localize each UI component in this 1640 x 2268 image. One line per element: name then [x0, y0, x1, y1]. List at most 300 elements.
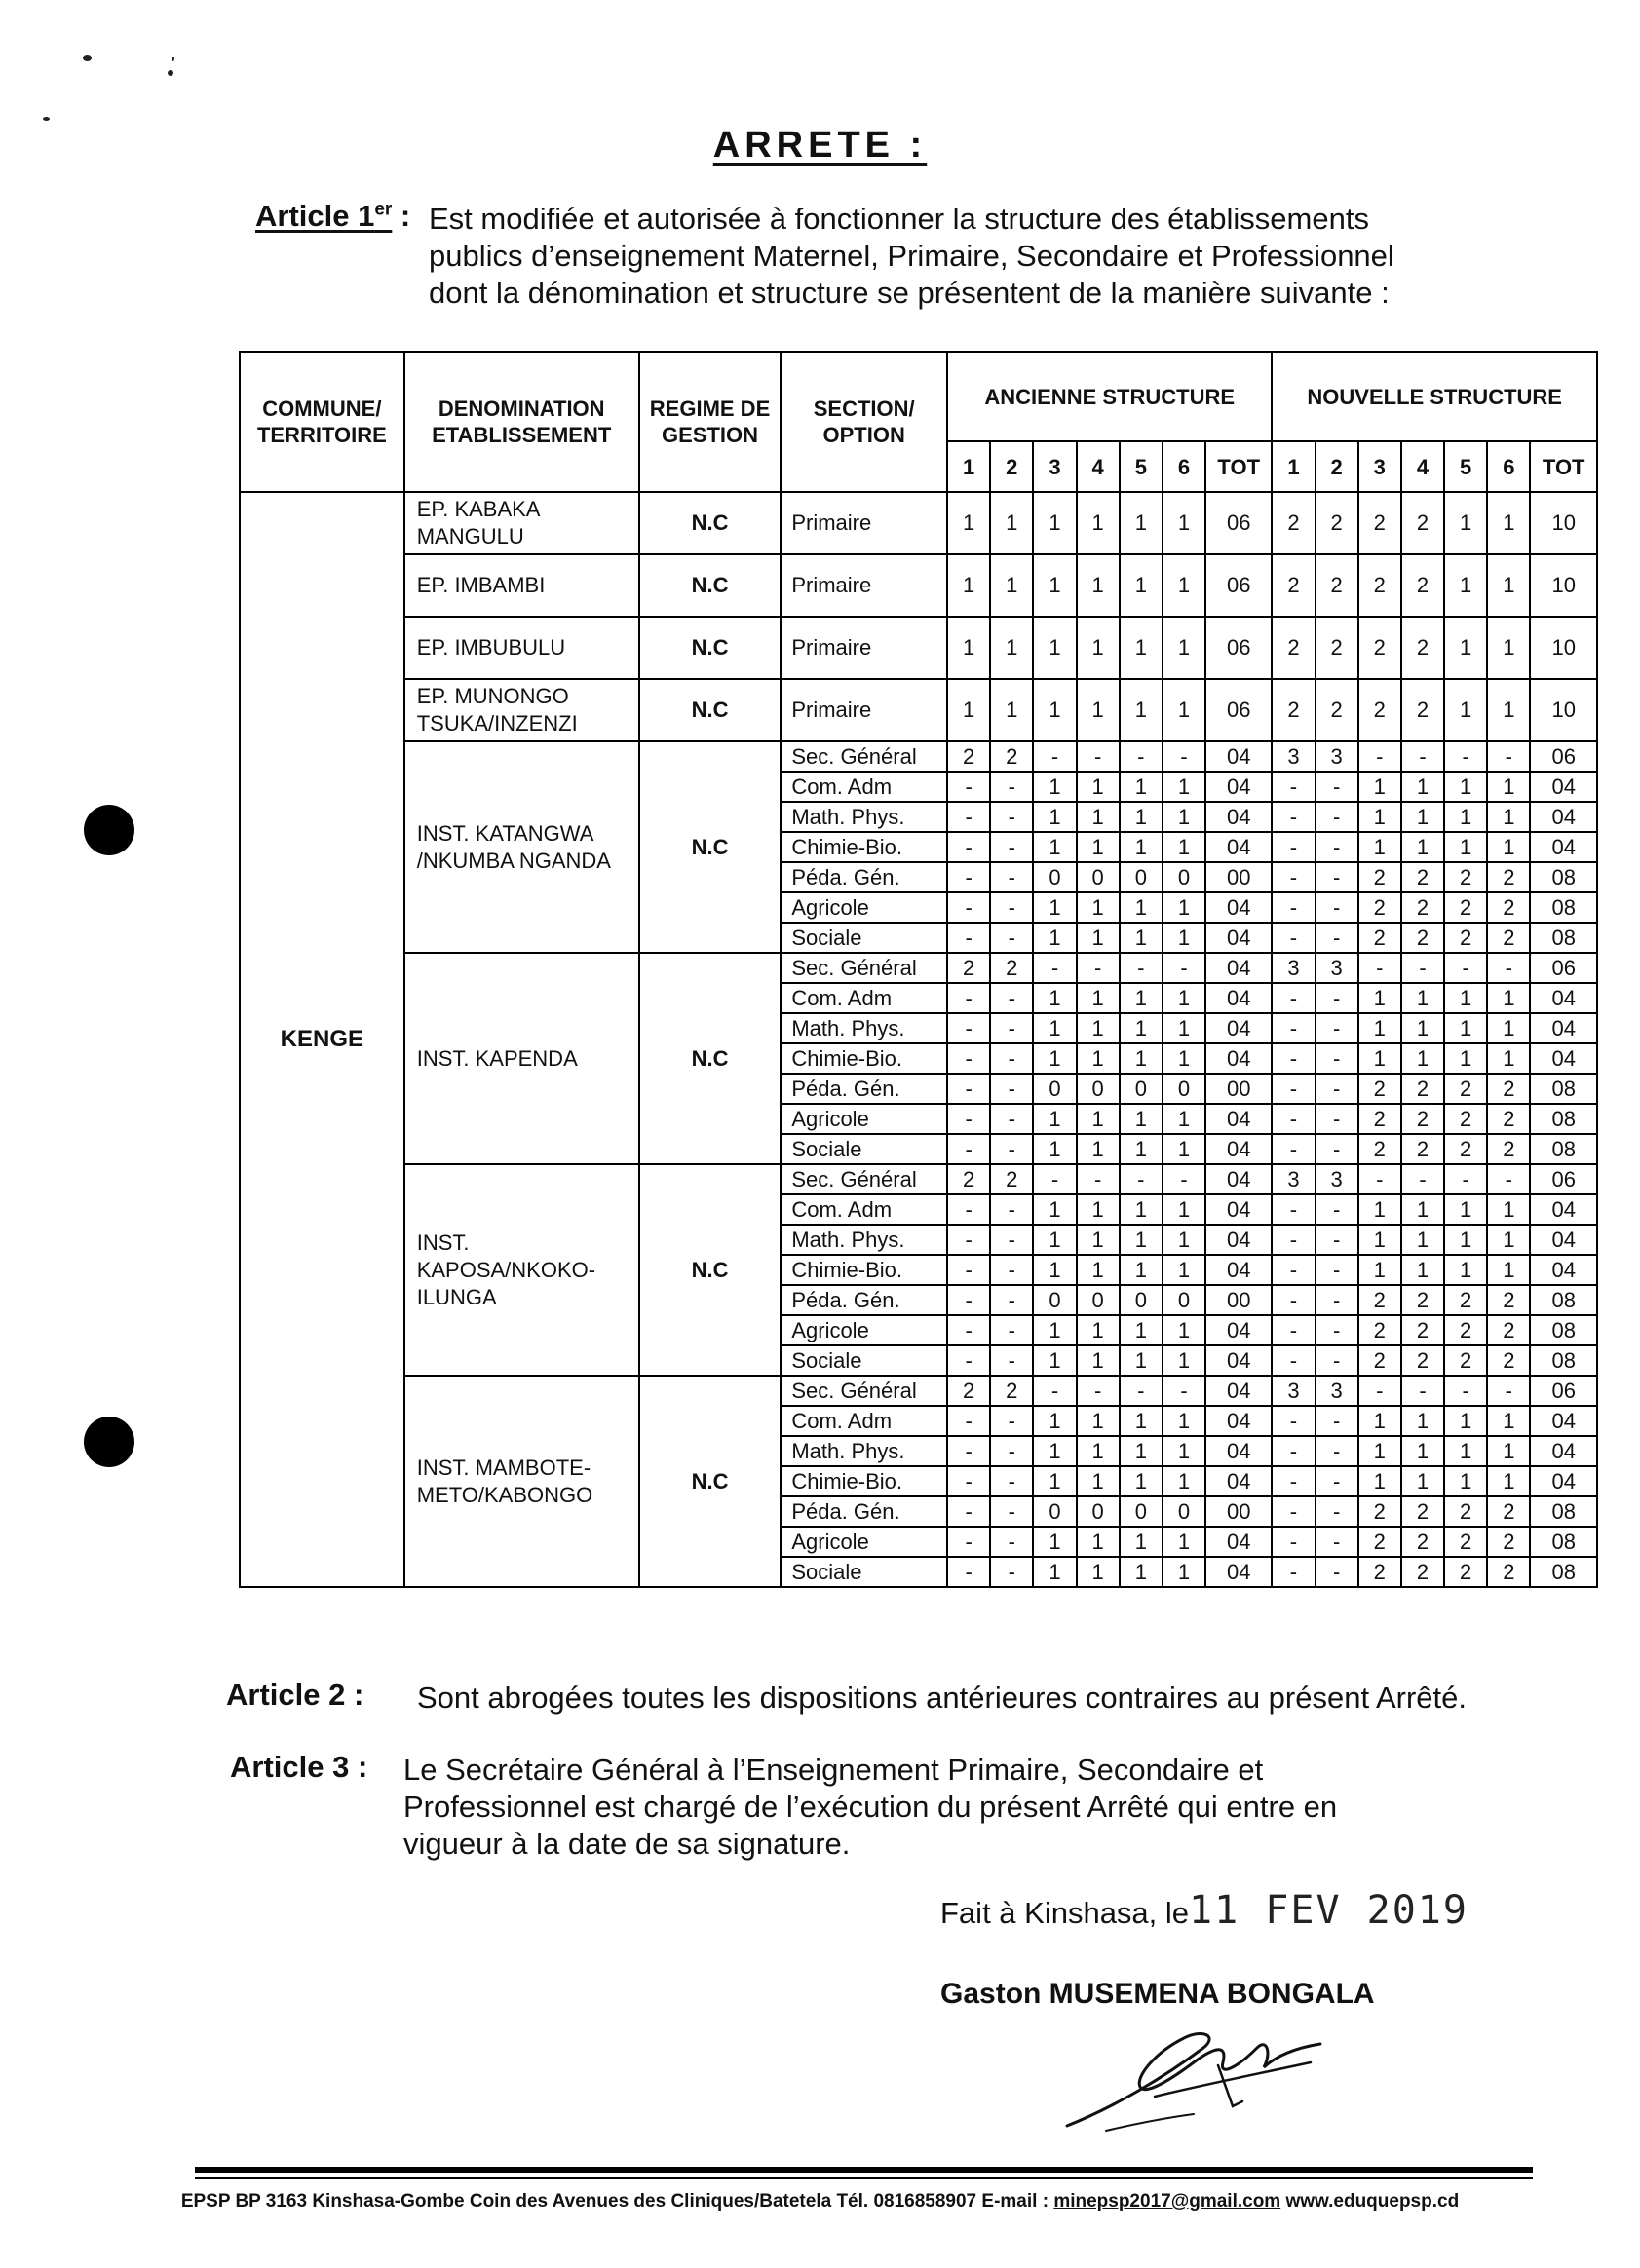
new-year-6-cell: 1 — [1487, 802, 1530, 832]
old-year-1-cell: - — [947, 1225, 990, 1255]
old-year-6-cell: 1 — [1163, 617, 1205, 679]
school-name-cell: EP. IMBUBULU — [404, 617, 639, 679]
new-year-1-cell: - — [1272, 1074, 1315, 1104]
new-year-3-cell: 1 — [1358, 1043, 1401, 1074]
new-year-6-cell: 2 — [1487, 1496, 1530, 1527]
old-year-3-cell: 1 — [1033, 772, 1076, 802]
new-total-cell: 08 — [1530, 862, 1597, 892]
new-total-cell: 06 — [1530, 741, 1597, 772]
option-cell: Sociale — [781, 923, 947, 953]
old-year-2-cell: - — [990, 1406, 1033, 1436]
old-year-1-cell: - — [947, 862, 990, 892]
new-year-5-cell: 1 — [1444, 554, 1487, 617]
new-total-cell: 04 — [1530, 1194, 1597, 1225]
new-year-4-cell: - — [1401, 1376, 1444, 1406]
footer-rule — [195, 2177, 1533, 2179]
old-year-1-cell: - — [947, 1496, 990, 1527]
old-year-5-cell: 0 — [1120, 862, 1163, 892]
new-year-3-cell: 2 — [1358, 554, 1401, 617]
new-year-2-cell: 3 — [1316, 953, 1358, 983]
old-year-3-cell: 1 — [1033, 617, 1076, 679]
new-year-4-cell: 1 — [1401, 1255, 1444, 1285]
old-year-3-cell: 1 — [1033, 892, 1076, 923]
new-year-1-cell: - — [1272, 1104, 1315, 1134]
old-year-1-cell: - — [947, 892, 990, 923]
new-year-2-cell: - — [1316, 1345, 1358, 1376]
regime-cell: N.C — [639, 554, 782, 617]
new-year-6-cell: 2 — [1487, 1345, 1530, 1376]
new-total-cell: 08 — [1530, 1557, 1597, 1587]
option-cell: Sociale — [781, 1345, 947, 1376]
old-year-3-cell: 1 — [1033, 1527, 1076, 1557]
old-year-4-cell: 1 — [1077, 1194, 1120, 1225]
new-year-1-cell: - — [1272, 1013, 1315, 1043]
new-year-6-cell: 1 — [1487, 1466, 1530, 1496]
old-total-cell: 00 — [1205, 1496, 1272, 1527]
option-cell: Math. Phys. — [781, 1013, 947, 1043]
old-year-4-cell: - — [1077, 953, 1120, 983]
old-total-cell: 04 — [1205, 1225, 1272, 1255]
header-year: 1 — [1272, 441, 1315, 492]
old-year-3-cell: 0 — [1033, 862, 1076, 892]
header-year: 5 — [1444, 441, 1487, 492]
old-year-6-cell: - — [1163, 1376, 1205, 1406]
old-year-2-cell: - — [990, 1466, 1033, 1496]
old-year-4-cell: 1 — [1077, 1557, 1120, 1587]
new-year-6-cell: 2 — [1487, 1104, 1530, 1134]
new-year-5-cell: 2 — [1444, 892, 1487, 923]
new-year-2-cell: 2 — [1316, 554, 1358, 617]
old-year-4-cell: 1 — [1077, 1013, 1120, 1043]
page-title: ARRETE : — [712, 125, 928, 166]
old-year-6-cell: 1 — [1163, 1134, 1205, 1164]
old-year-1-cell: - — [947, 1255, 990, 1285]
new-year-2-cell: - — [1316, 1225, 1358, 1255]
article-2-text: Sont abrogées toutes les dispositions antérieures contraires au présent Arrêté. — [417, 1681, 1468, 1715]
new-year-1-cell: - — [1272, 1043, 1315, 1074]
new-year-2-cell: - — [1316, 1496, 1358, 1527]
old-year-1-cell: - — [947, 1074, 990, 1104]
header-ancienne-structure: ANCIENNE STRUCTURE — [947, 352, 1272, 441]
new-year-2-cell: - — [1316, 862, 1358, 892]
old-year-2-cell: - — [990, 832, 1033, 862]
new-total-cell: 08 — [1530, 1527, 1597, 1557]
old-year-1-cell: - — [947, 1406, 990, 1436]
old-year-5-cell: 1 — [1120, 1345, 1163, 1376]
old-year-5-cell: 1 — [1120, 1436, 1163, 1466]
header-year: 2 — [1316, 441, 1358, 492]
article-2-label: Article 2 : — [226, 1678, 364, 1712]
option-cell: Sec. Général — [781, 741, 947, 772]
old-year-2-cell: 2 — [990, 1164, 1033, 1194]
old-year-2-cell: - — [990, 1527, 1033, 1557]
old-year-1-cell: 2 — [947, 953, 990, 983]
new-year-3-cell: 2 — [1358, 617, 1401, 679]
old-year-6-cell: 1 — [1163, 679, 1205, 741]
old-year-4-cell: 1 — [1077, 554, 1120, 617]
table-row — [240, 1376, 1597, 1406]
new-year-5-cell: 2 — [1444, 1074, 1487, 1104]
new-total-cell: 08 — [1530, 1285, 1597, 1315]
new-year-4-cell: 2 — [1401, 617, 1444, 679]
new-year-2-cell: 2 — [1316, 617, 1358, 679]
old-year-5-cell: 1 — [1120, 1134, 1163, 1164]
new-year-6-cell: 2 — [1487, 862, 1530, 892]
new-year-5-cell: 2 — [1444, 1527, 1487, 1557]
new-year-2-cell: - — [1316, 1043, 1358, 1074]
option-cell: Chimie-Bio. — [781, 1043, 947, 1074]
punch-hole — [84, 805, 134, 855]
old-year-3-cell: 1 — [1033, 923, 1076, 953]
old-year-3-cell: 0 — [1033, 1074, 1076, 1104]
old-year-4-cell: 1 — [1077, 1225, 1120, 1255]
new-year-4-cell: 1 — [1401, 832, 1444, 862]
new-year-5-cell: - — [1444, 1164, 1487, 1194]
old-year-6-cell: 1 — [1163, 983, 1205, 1013]
new-year-3-cell: 1 — [1358, 1466, 1401, 1496]
old-year-2-cell: - — [990, 862, 1033, 892]
new-total-cell: 08 — [1530, 923, 1597, 953]
old-year-6-cell: 1 — [1163, 554, 1205, 617]
old-year-3-cell: 1 — [1033, 983, 1076, 1013]
new-year-4-cell: 2 — [1401, 1285, 1444, 1315]
header-year: 3 — [1033, 441, 1076, 492]
new-year-3-cell: 2 — [1358, 679, 1401, 741]
new-year-2-cell: - — [1316, 1436, 1358, 1466]
new-total-cell: 08 — [1530, 892, 1597, 923]
old-year-3-cell: - — [1033, 1376, 1076, 1406]
new-year-6-cell: 1 — [1487, 1406, 1530, 1436]
new-year-3-cell: 2 — [1358, 1315, 1401, 1345]
new-total-cell: 04 — [1530, 1013, 1597, 1043]
new-year-5-cell: 1 — [1444, 1436, 1487, 1466]
new-total-cell: 08 — [1530, 1104, 1597, 1134]
old-year-4-cell: 0 — [1077, 1496, 1120, 1527]
article-1-text: Est modifiée et autorisée à fonctionner la structure des établissements publics d’enseignement Maternel, Primaire, Secondaire et Professionnel dont la dénomination et structure se présentent de la manière suivante : — [429, 202, 1394, 310]
old-year-6-cell: 1 — [1163, 1527, 1205, 1557]
new-year-6-cell: 1 — [1487, 1255, 1530, 1285]
old-year-5-cell: 1 — [1120, 923, 1163, 953]
old-year-5-cell: 1 — [1120, 554, 1163, 617]
new-year-3-cell: 1 — [1358, 772, 1401, 802]
new-year-3-cell: - — [1358, 1164, 1401, 1194]
header-denomination: DENOMINATION ETABLISSEMENT — [404, 352, 639, 492]
old-year-5-cell: 1 — [1120, 1466, 1163, 1496]
structure-table — [239, 351, 1598, 1588]
new-year-4-cell: 1 — [1401, 1013, 1444, 1043]
old-year-5-cell: 1 — [1120, 1043, 1163, 1074]
new-year-4-cell: 2 — [1401, 492, 1444, 554]
old-year-1-cell: - — [947, 1194, 990, 1225]
old-year-6-cell: 0 — [1163, 1074, 1205, 1104]
old-year-4-cell: 1 — [1077, 1134, 1120, 1164]
new-year-3-cell: 2 — [1358, 923, 1401, 953]
new-year-6-cell: 2 — [1487, 923, 1530, 953]
old-year-5-cell: 1 — [1120, 1527, 1163, 1557]
old-year-3-cell: 1 — [1033, 679, 1076, 741]
old-total-cell: 04 — [1205, 1527, 1272, 1557]
new-year-1-cell: 3 — [1272, 953, 1315, 983]
old-total-cell: 04 — [1205, 1104, 1272, 1134]
footer-contact: EPSP BP 3163 Kinshasa-Gombe Coin des Avenues des Cliniques/Batetela Tél. 0816858907 E-mail : minepsp2017@gmail.com www.eduquepsp.cd — [180, 2191, 1460, 2211]
old-year-6-cell: 1 — [1163, 1225, 1205, 1255]
old-year-5-cell: 1 — [1120, 802, 1163, 832]
new-year-4-cell: 1 — [1401, 1406, 1444, 1436]
new-year-5-cell: 2 — [1444, 1285, 1487, 1315]
old-year-1-cell: - — [947, 1043, 990, 1074]
new-total-cell: 10 — [1530, 554, 1597, 617]
old-year-5-cell: 1 — [1120, 492, 1163, 554]
new-year-1-cell: - — [1272, 1466, 1315, 1496]
new-year-5-cell: 2 — [1444, 862, 1487, 892]
old-total-cell: 04 — [1205, 832, 1272, 862]
old-year-1-cell: - — [947, 1436, 990, 1466]
old-year-2-cell: 2 — [990, 741, 1033, 772]
old-total-cell: 04 — [1205, 983, 1272, 1013]
new-year-3-cell: 2 — [1358, 862, 1401, 892]
old-year-2-cell: - — [990, 892, 1033, 923]
new-year-5-cell: 1 — [1444, 1466, 1487, 1496]
new-year-2-cell: - — [1316, 1285, 1358, 1315]
article-3-label: Article 3 : — [230, 1750, 368, 1784]
old-year-2-cell: - — [990, 1043, 1033, 1074]
option-cell: Sociale — [781, 1557, 947, 1587]
new-year-1-cell: - — [1272, 1496, 1315, 1527]
old-year-1-cell: - — [947, 1013, 990, 1043]
old-year-1-cell: 1 — [947, 554, 990, 617]
new-total-cell: 10 — [1530, 492, 1597, 554]
new-year-2-cell: - — [1316, 1466, 1358, 1496]
table-row — [240, 679, 1597, 741]
old-year-4-cell: - — [1077, 741, 1120, 772]
new-year-1-cell: - — [1272, 1225, 1315, 1255]
old-year-3-cell: 1 — [1033, 1043, 1076, 1074]
new-year-2-cell: 2 — [1316, 679, 1358, 741]
new-year-4-cell: 2 — [1401, 892, 1444, 923]
old-year-1-cell: - — [947, 1104, 990, 1134]
option-cell: Agricole — [781, 1104, 947, 1134]
option-cell: Sociale — [781, 1134, 947, 1164]
new-year-6-cell: 1 — [1487, 554, 1530, 617]
new-year-2-cell: - — [1316, 892, 1358, 923]
new-year-5-cell: 2 — [1444, 1104, 1487, 1134]
option-cell: Math. Phys. — [781, 1436, 947, 1466]
old-total-cell: 04 — [1205, 802, 1272, 832]
new-year-3-cell: 1 — [1358, 1194, 1401, 1225]
old-year-2-cell: - — [990, 1557, 1033, 1587]
footer-email: minepsp2017@gmail.com — [1053, 2191, 1281, 2211]
old-year-2-cell: - — [990, 1345, 1033, 1376]
old-year-6-cell: - — [1163, 741, 1205, 772]
new-year-2-cell: - — [1316, 1074, 1358, 1104]
new-year-2-cell: - — [1316, 1134, 1358, 1164]
header-year: 5 — [1120, 441, 1163, 492]
new-year-4-cell: 2 — [1401, 1134, 1444, 1164]
old-year-1-cell: - — [947, 1285, 990, 1315]
new-year-5-cell: 1 — [1444, 1255, 1487, 1285]
old-year-4-cell: 1 — [1077, 492, 1120, 554]
old-total-cell: 04 — [1205, 1345, 1272, 1376]
old-year-3-cell: 1 — [1033, 1406, 1076, 1436]
new-total-cell: 04 — [1530, 832, 1597, 862]
old-year-2-cell: - — [990, 1315, 1033, 1345]
old-year-4-cell: 1 — [1077, 1315, 1120, 1345]
new-year-5-cell: 1 — [1444, 679, 1487, 741]
new-year-6-cell: 1 — [1487, 617, 1530, 679]
new-year-4-cell: 1 — [1401, 1043, 1444, 1074]
old-year-5-cell: 1 — [1120, 1104, 1163, 1134]
old-year-4-cell: - — [1077, 1376, 1120, 1406]
option-cell: Sec. Général — [781, 1164, 947, 1194]
old-year-6-cell: 1 — [1163, 1436, 1205, 1466]
old-year-5-cell: 0 — [1120, 1496, 1163, 1527]
new-year-6-cell: 2 — [1487, 1527, 1530, 1557]
old-year-3-cell: 0 — [1033, 1285, 1076, 1315]
old-total-cell: 06 — [1205, 617, 1272, 679]
new-year-1-cell: 3 — [1272, 1164, 1315, 1194]
old-year-2-cell: - — [990, 802, 1033, 832]
table-row — [240, 617, 1597, 679]
new-year-3-cell: 2 — [1358, 1496, 1401, 1527]
table-row — [240, 1164, 1597, 1194]
new-total-cell: 08 — [1530, 1315, 1597, 1345]
scan-speck — [168, 70, 173, 76]
old-year-5-cell: 0 — [1120, 1285, 1163, 1315]
new-year-5-cell: 2 — [1444, 1557, 1487, 1587]
old-year-1-cell: 1 — [947, 492, 990, 554]
regime-cell: N.C — [639, 953, 782, 1164]
option-cell: Com. Adm — [781, 1406, 947, 1436]
old-year-4-cell: 1 — [1077, 1406, 1120, 1436]
new-year-4-cell: 1 — [1401, 1466, 1444, 1496]
old-total-cell: 00 — [1205, 1074, 1272, 1104]
new-year-3-cell: - — [1358, 741, 1401, 772]
regime-cell: N.C — [639, 1164, 782, 1376]
new-year-2-cell: 3 — [1316, 1376, 1358, 1406]
new-year-2-cell: 2 — [1316, 492, 1358, 554]
old-year-6-cell: 1 — [1163, 1104, 1205, 1134]
option-cell: Agricole — [781, 1315, 947, 1345]
new-total-cell: 06 — [1530, 1164, 1597, 1194]
new-total-cell: 08 — [1530, 1074, 1597, 1104]
new-year-5-cell: 2 — [1444, 1315, 1487, 1345]
school-name-cell: EP. MUNONGO TSUKA/INZENZI — [404, 679, 639, 741]
old-year-4-cell: 0 — [1077, 862, 1120, 892]
article-3-text: Le Secrétaire Général à l’Enseignement Primaire, Secondaire et Professionnel est chargé de l’exécution du présent Arrêté qui entre en vigueur à la date de sa signature. — [403, 1753, 1338, 1861]
old-total-cell: 04 — [1205, 772, 1272, 802]
old-year-2-cell: - — [990, 923, 1033, 953]
new-year-3-cell: 2 — [1358, 1557, 1401, 1587]
old-year-6-cell: 1 — [1163, 772, 1205, 802]
new-year-1-cell: - — [1272, 1285, 1315, 1315]
new-total-cell: 04 — [1530, 1255, 1597, 1285]
old-year-4-cell: 1 — [1077, 1527, 1120, 1557]
new-year-1-cell: - — [1272, 802, 1315, 832]
old-total-cell: 04 — [1205, 1376, 1272, 1406]
old-year-3-cell: 0 — [1033, 1496, 1076, 1527]
old-year-6-cell: 1 — [1163, 1043, 1205, 1074]
new-year-2-cell: - — [1316, 802, 1358, 832]
old-year-6-cell: 1 — [1163, 492, 1205, 554]
old-total-cell: 04 — [1205, 741, 1272, 772]
old-year-6-cell: 1 — [1163, 1013, 1205, 1043]
new-year-3-cell: 2 — [1358, 1345, 1401, 1376]
commune-cell: KENGE — [240, 492, 404, 1587]
new-total-cell: 04 — [1530, 983, 1597, 1013]
new-year-1-cell: - — [1272, 923, 1315, 953]
old-year-3-cell: - — [1033, 1164, 1076, 1194]
new-year-6-cell: 2 — [1487, 1074, 1530, 1104]
old-year-3-cell: 1 — [1033, 1225, 1076, 1255]
old-year-5-cell: 1 — [1120, 1013, 1163, 1043]
new-year-2-cell: - — [1316, 983, 1358, 1013]
scan-speck — [43, 117, 50, 121]
new-year-2-cell: - — [1316, 923, 1358, 953]
old-year-5-cell: 1 — [1120, 1194, 1163, 1225]
header-year: 6 — [1487, 441, 1530, 492]
option-cell: Péda. Gén. — [781, 1285, 947, 1315]
new-year-4-cell: 2 — [1401, 1527, 1444, 1557]
new-year-3-cell: 1 — [1358, 802, 1401, 832]
new-year-3-cell: 1 — [1358, 832, 1401, 862]
old-year-2-cell: - — [990, 1013, 1033, 1043]
new-year-2-cell: 3 — [1316, 741, 1358, 772]
old-year-6-cell: - — [1163, 953, 1205, 983]
new-year-3-cell: 1 — [1358, 1013, 1401, 1043]
new-year-5-cell: 1 — [1444, 1043, 1487, 1074]
new-total-cell: 08 — [1530, 1134, 1597, 1164]
new-year-5-cell: 1 — [1444, 617, 1487, 679]
new-year-6-cell: - — [1487, 1376, 1530, 1406]
old-year-5-cell: 1 — [1120, 1225, 1163, 1255]
new-year-6-cell: 2 — [1487, 892, 1530, 923]
old-year-3-cell: 1 — [1033, 1104, 1076, 1134]
old-year-2-cell: - — [990, 772, 1033, 802]
option-cell: Primaire — [781, 554, 947, 617]
new-year-4-cell: - — [1401, 953, 1444, 983]
new-year-6-cell: 1 — [1487, 1225, 1530, 1255]
new-year-3-cell: 1 — [1358, 1436, 1401, 1466]
old-year-1-cell: - — [947, 1557, 990, 1587]
new-year-2-cell: - — [1316, 1104, 1358, 1134]
new-year-1-cell: 2 — [1272, 617, 1315, 679]
old-year-4-cell: 1 — [1077, 923, 1120, 953]
old-year-6-cell: 1 — [1163, 1406, 1205, 1436]
old-year-3-cell: 1 — [1033, 1194, 1076, 1225]
new-year-5-cell: 1 — [1444, 1225, 1487, 1255]
new-year-4-cell: 2 — [1401, 1104, 1444, 1134]
old-total-cell: 04 — [1205, 1134, 1272, 1164]
new-year-4-cell: 2 — [1401, 1315, 1444, 1345]
new-year-2-cell: - — [1316, 1527, 1358, 1557]
header-nouvelle-structure: NOUVELLE STRUCTURE — [1272, 352, 1597, 441]
old-year-3-cell: 1 — [1033, 1134, 1076, 1164]
new-year-4-cell: 2 — [1401, 1345, 1444, 1376]
old-year-1-cell: 1 — [947, 679, 990, 741]
old-year-3-cell: 1 — [1033, 1557, 1076, 1587]
new-year-1-cell: - — [1272, 832, 1315, 862]
option-cell: Sec. Général — [781, 953, 947, 983]
new-year-3-cell: 1 — [1358, 1255, 1401, 1285]
header-year: 4 — [1077, 441, 1120, 492]
new-year-2-cell: - — [1316, 1315, 1358, 1345]
new-year-2-cell: - — [1316, 772, 1358, 802]
old-total-cell: 06 — [1205, 492, 1272, 554]
old-year-3-cell: - — [1033, 741, 1076, 772]
new-year-1-cell: 3 — [1272, 741, 1315, 772]
old-year-1-cell: - — [947, 1315, 990, 1345]
school-name-cell: INST. KAPOSA/NKOKO-ILUNGA — [404, 1164, 639, 1376]
